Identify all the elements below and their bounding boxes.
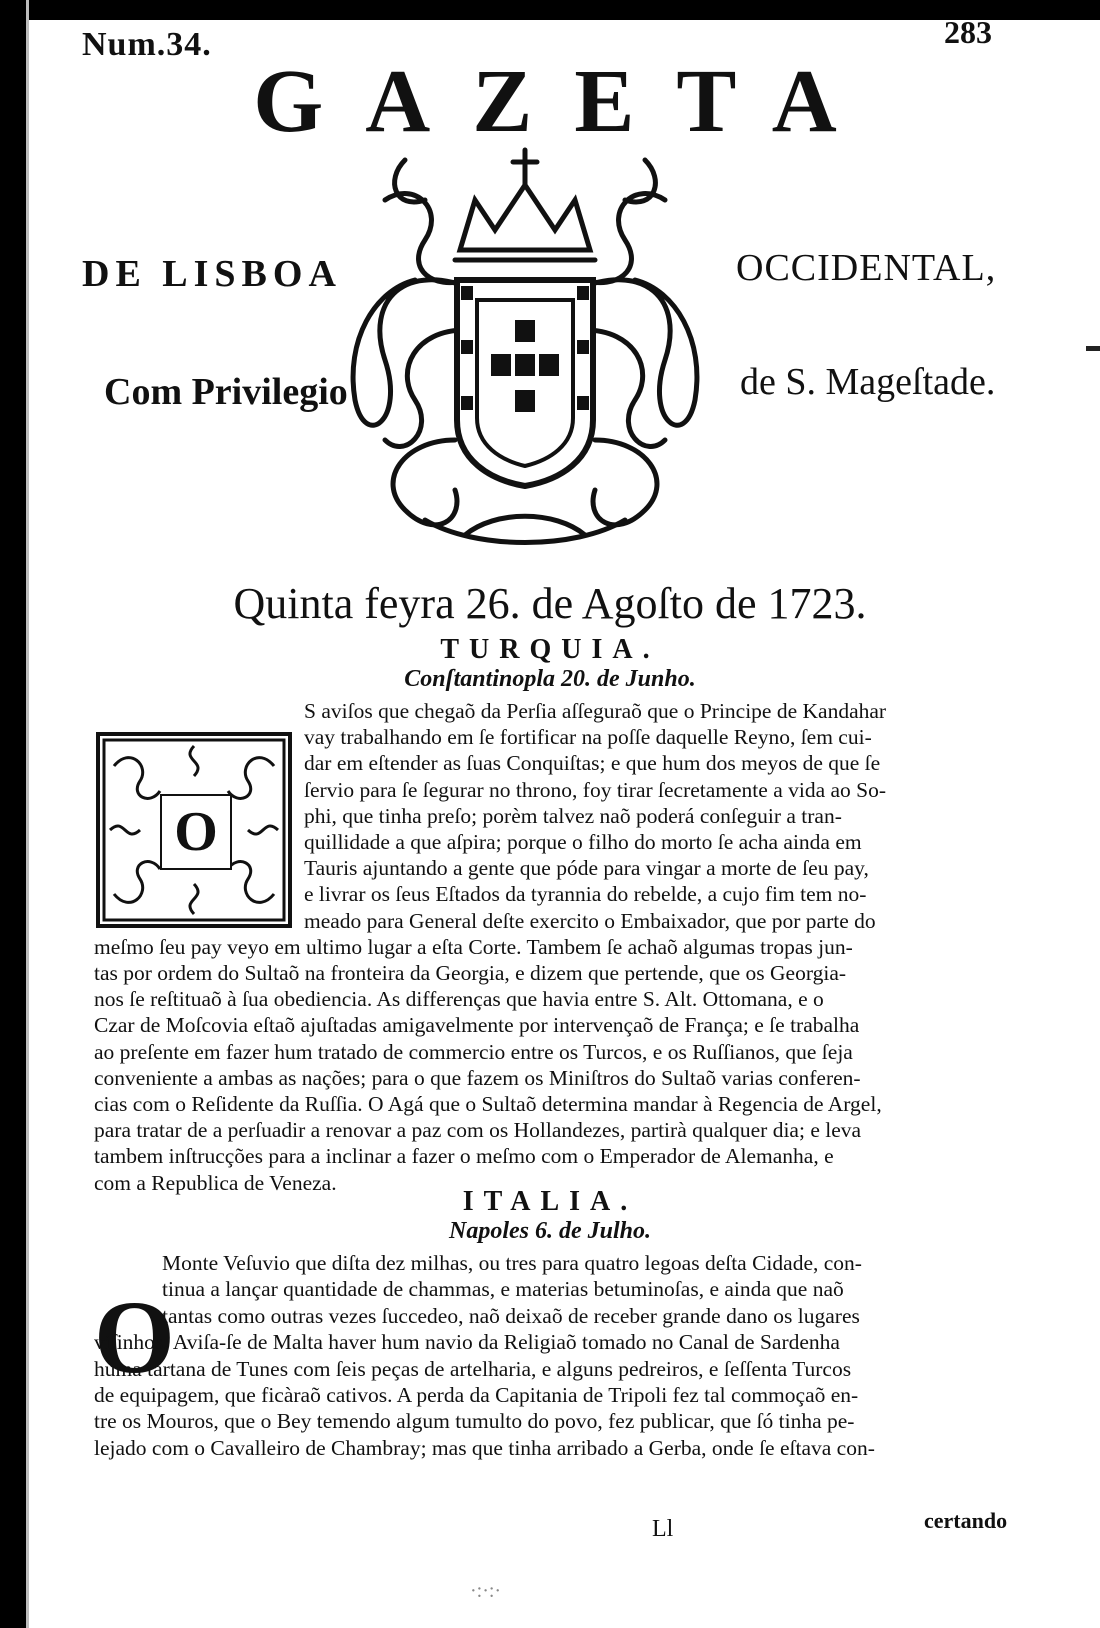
article-line: viſinhos. Aviſa-ſe de Malta haver hum navio da Religiaõ tomado no Canal de Sardenha [94, 1330, 840, 1355]
decorated-initial [96, 732, 292, 928]
article-line: ao preſente em fazer hum tratado de commercio entre os Turcos, e os Ruſſianos, que ſeja [94, 1039, 853, 1064]
article-line: phi, que tinha preſo; porèm talvez naõ poderá conſeguir a tran- [304, 803, 842, 828]
article-line: Monte Veſuvio que diſta dez milhas, ou tres para quatro legoas deſta Cidade, con- [162, 1251, 862, 1275]
ink-smudge: ·:·:· [470, 1580, 502, 1602]
article-line: tre os Mouros, que o Bey temendo algum tumulto do povo, fez publicar, que ſó tinha pe- [94, 1409, 855, 1434]
article-line: Czar de Moſcovia eſtaõ ajuſtadas amigavelmente por intervençaõ de França; e ſe trabalha [94, 1013, 860, 1038]
article-line: com a Republica de Veneza. [94, 1170, 337, 1195]
scan-top-border [0, 0, 1100, 20]
article-line: tantas como outras vezes ſuccedeo, naõ deixaõ de receber grande dano os lugares [162, 1303, 860, 1328]
masthead-right-line: OCCIDENTAL, [736, 247, 997, 289]
issue-date: Quinta feyra 26. de Agoſto de 1723. [233, 579, 867, 628]
masthead-title: GAZETA [253, 52, 879, 151]
article-line: quillidade a que aſpira; porque o filho do morto ſe acha ainda em [304, 830, 862, 854]
article-line: cias com o Reſidente da Ruſſia. O Agá que o Sultaõ determina mandar à Regencia de Argel, [94, 1092, 882, 1116]
issue-number: Num.34. [82, 26, 212, 63]
privilege-right: de S. Mageſtade. [740, 361, 996, 403]
section-heading-italia: ITALIA. [462, 1186, 638, 1217]
article-line: tambem inſtrucções para a inclinar a fazer o meſmo com o Emperador de Alemanha, e [94, 1144, 834, 1169]
article-line: lejado com o Cavalleiro de Chambray; mas que tinha arribado a Gerba, onde ſe eſtava con- [94, 1435, 875, 1460]
article-line: tas por ordem do Sultaõ na fronteira da Georgia, e dizem que pertende, que os Georgia- [94, 961, 847, 985]
scan-left-border [0, 0, 26, 1628]
article-line: S aviſos que chegaõ da Perſia aſſeguraõ que o Principe de Kandahar [304, 699, 887, 723]
article-line: tinua a lançar quantidade de chammas, e materias betuminoſas, e ainda que naõ [162, 1277, 844, 1302]
article-line: ſervio para ſe ſegurar no throno, foy tirar ſecretamente a vida ao So- [304, 777, 887, 802]
article-line: de equipagem, que ficàraõ cativos. A perda da Capitania de Tripoli fez tal commoçaõ en- [94, 1383, 859, 1407]
dateline-italia: Napoles 6. de Julho. [448, 1218, 651, 1244]
dateline-turquia: Conſtantinopla 20. de Junho. [404, 666, 696, 692]
ink-mark [1086, 346, 1100, 351]
article-line: nos ſe reſtituaõ à ſua obediencia. As differenças que havia entre S. Alt. Ottomana, e o [94, 987, 824, 1012]
article-line: Tauris ajuntando a gente que póde para vingar a morte de ſeu pay, [304, 856, 869, 881]
section-heading-turquia: TURQUIA. [440, 634, 660, 665]
signature-mark: Ll [652, 1516, 674, 1542]
article-line: vay trabalhando em ſe fortificar na poſſe daquelle Reyno, ſem cui- [304, 725, 872, 750]
royal-coat-of-arms-icon [345, 140, 705, 550]
article-line: para tratar de a perſuadir a renovar a paz com os Hollandezes, partirà qualquer dia; e leva [94, 1118, 862, 1143]
article-line: meſmo ſeu pay veyo em ultimo lugar a eſta Corte. Tambem ſe achaõ algumas tropas jun- [94, 934, 853, 959]
article-line: huma tartana de Tunes com ſeis peças de artelharia, e alguns pedreiros, e ſeſſenta Turcos [94, 1356, 852, 1381]
initial-letter: O [160, 794, 232, 870]
article-line: e livrar os ſeus Eſtados da tyrannia do rebelde, a cujo fim tem no- [304, 882, 867, 907]
article-line: dar em eſtender as ſuas Conquiſtas; e que hum dos meyos de que ſe [304, 751, 881, 776]
privilege-left: Com Privilegio [104, 371, 348, 413]
catchword: certando [924, 1508, 1008, 1533]
page-number: 283 [944, 14, 992, 50]
article-line: meado para General deſte exercito o Embaixador, que por parte do [304, 908, 876, 933]
page-left-edge [26, 0, 29, 1628]
initial-letter: O [94, 1280, 175, 1395]
masthead-left-line: DE LISBOA [82, 253, 342, 295]
article-line: conveniente a ambas as nações; para o que fazem os Miniſtros do Sultaõ varias conferen- [94, 1065, 861, 1090]
